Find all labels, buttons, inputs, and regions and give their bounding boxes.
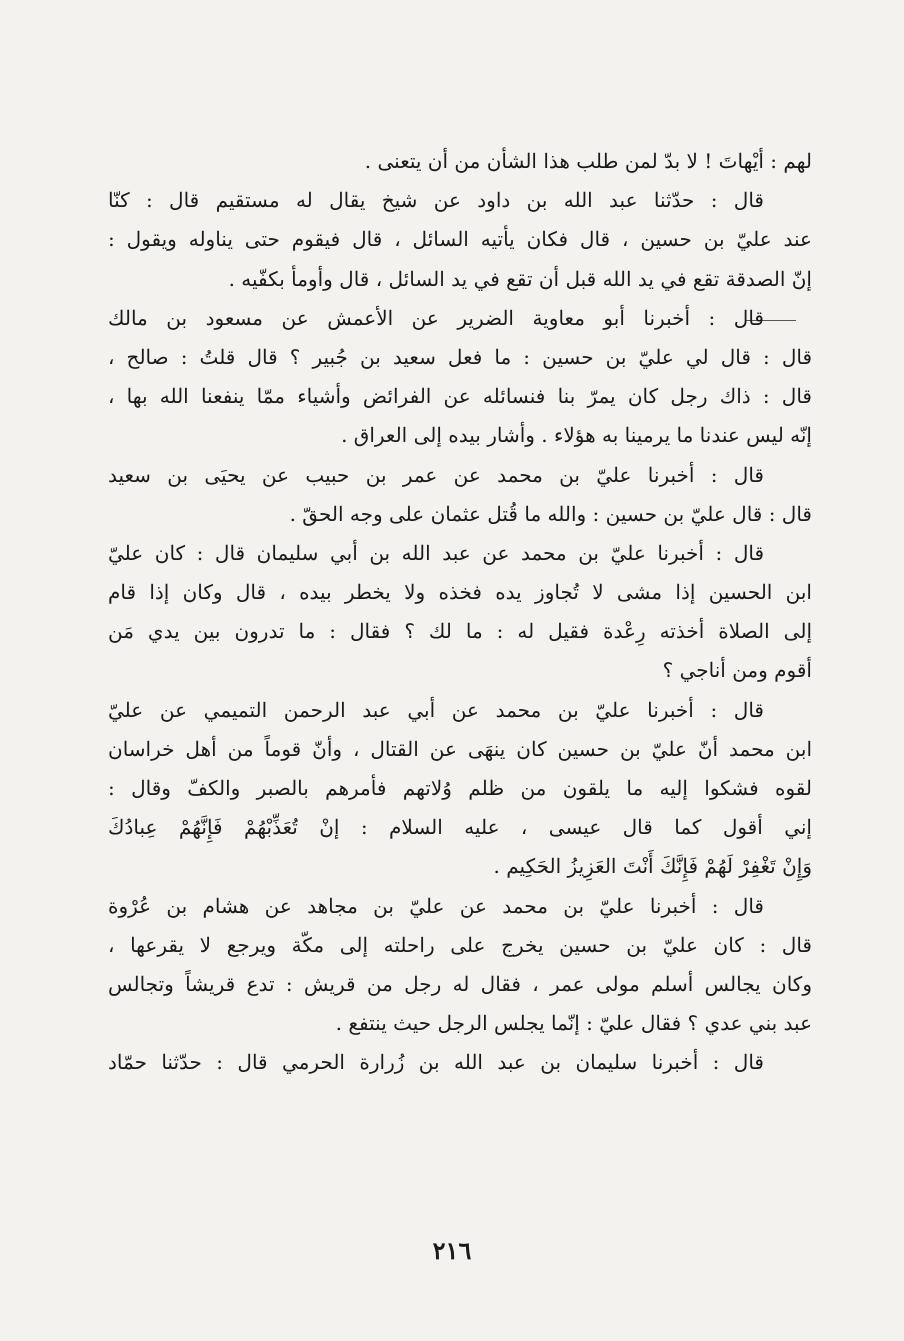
text-line: قال : ذاك رجل كان يمرّ بنا فنسائله عن الفرائض وأشياء ممّا ينفعنا الله بها ،: [108, 384, 812, 409]
text-line: ابن الحسين إذا مشى لا تُجاوز يده فخذه ولا يخطر بيده ، قال وكان إذا قام: [108, 580, 812, 605]
text-line: قال : أخبرنا سليمان بن عبد الله بن زُرارة الحرمي قال : حدّثنا حمّاد: [108, 1050, 764, 1075]
text-line: إنّ الصدقة تقع في يد الله قبل أن تقع في يد السائل ، قال وأومأ بكفّيه .: [228, 266, 812, 291]
text-line: عند عليّ بن حسين ، قال فكان يأتيه السائل ، قال فيقوم حتى يناوله ويقول :: [108, 227, 812, 252]
text-line: قال : أخبرنا عليّ بن محمد عن أبي عبد الرحمن التميمي عن عليّ: [108, 697, 764, 722]
text-line: وَإِنْ تَغْفِرْ لَهُمْ فَإِنَّكَ أَنْتَ العَزِيزُ الحَكِيم .: [493, 854, 812, 879]
text-line: لهم : أيْهاتَ ! لا بدّ لمن طلب هذا الشأن من أن يتعنى .: [364, 149, 812, 173]
text-line: قال : أخبرنا عليّ بن محمد عن عبد الله بن أبي سليمان قال : كان عليّ: [108, 540, 764, 565]
body-text: [108, 142, 812, 1083]
text-line: إنّه ليس عندنا ما يرمينا به هؤلاء . وأشار بيده إلى العراق .: [341, 423, 812, 448]
text-line: أقوم ومن أناجي ؟: [662, 658, 812, 683]
text-line: عبد بني عدي ؟ فقال عليّ : إنّما يجلس الرجل حيث ينتفع .: [335, 1011, 812, 1036]
text-line: قال : حدّثنا عبد الله بن داود عن شيخ يقال له مستقيم قال : كنّا: [108, 188, 764, 213]
text-line: إني أقول كما قال عيسى ، عليه السلام : إنْ تُعَذِّبْهُمْ فَإِنَّهُمْ عِبادُكَ: [108, 815, 812, 840]
text-line: قال : أخبرنا أبو معاوية الضرير عن الأعمش عن مسعود بن مالك: [108, 305, 764, 330]
text-line: قال : قال عليّ بن حسين : والله ما قُتل عثمان على وجه الحقّ .: [289, 501, 812, 526]
page-number: ٢١٦: [432, 1236, 472, 1265]
text-line: وكان يجالس أسلم مولى عمر ، فقال له رجل من قريش : تدع قريشاً وتجالس: [108, 971, 812, 996]
text-line: قال : أخبرنا عليّ بن محمد عن عليّ بن مجاهد عن هشام بن عُرْوة: [108, 893, 764, 918]
text-line: إلى الصلاة أخذته رِعْدة فقيل له : ما لك ؟ فقال : ما تدرون بين يدي مَن: [108, 619, 812, 644]
text-line: قال : قال لي عليّ بن حسين : ما فعل سعيد بن جُبير ؟ قال قلتُ : صالح ،: [108, 344, 812, 369]
text-line: لقوه فشكوا إليه ما يلقون من ظلم وُلاتهم فأمرهم بالصبر والكفّ وقال :: [108, 776, 812, 800]
text-line: قال : أخبرنا عليّ بن محمد عن عمر بن حبيب عن يحيَى بن سعيد: [108, 462, 764, 487]
text-line: ابن محمد أنّ عليّ بن حسين كان ينهَى عن القتال ، وأنّ قوماً من أهل خراسان: [108, 736, 812, 761]
text-line: قال : كان عليّ بن حسين يخرج على راحلته إلى مكّة ويرجع لا يقرعها ،: [108, 932, 812, 957]
